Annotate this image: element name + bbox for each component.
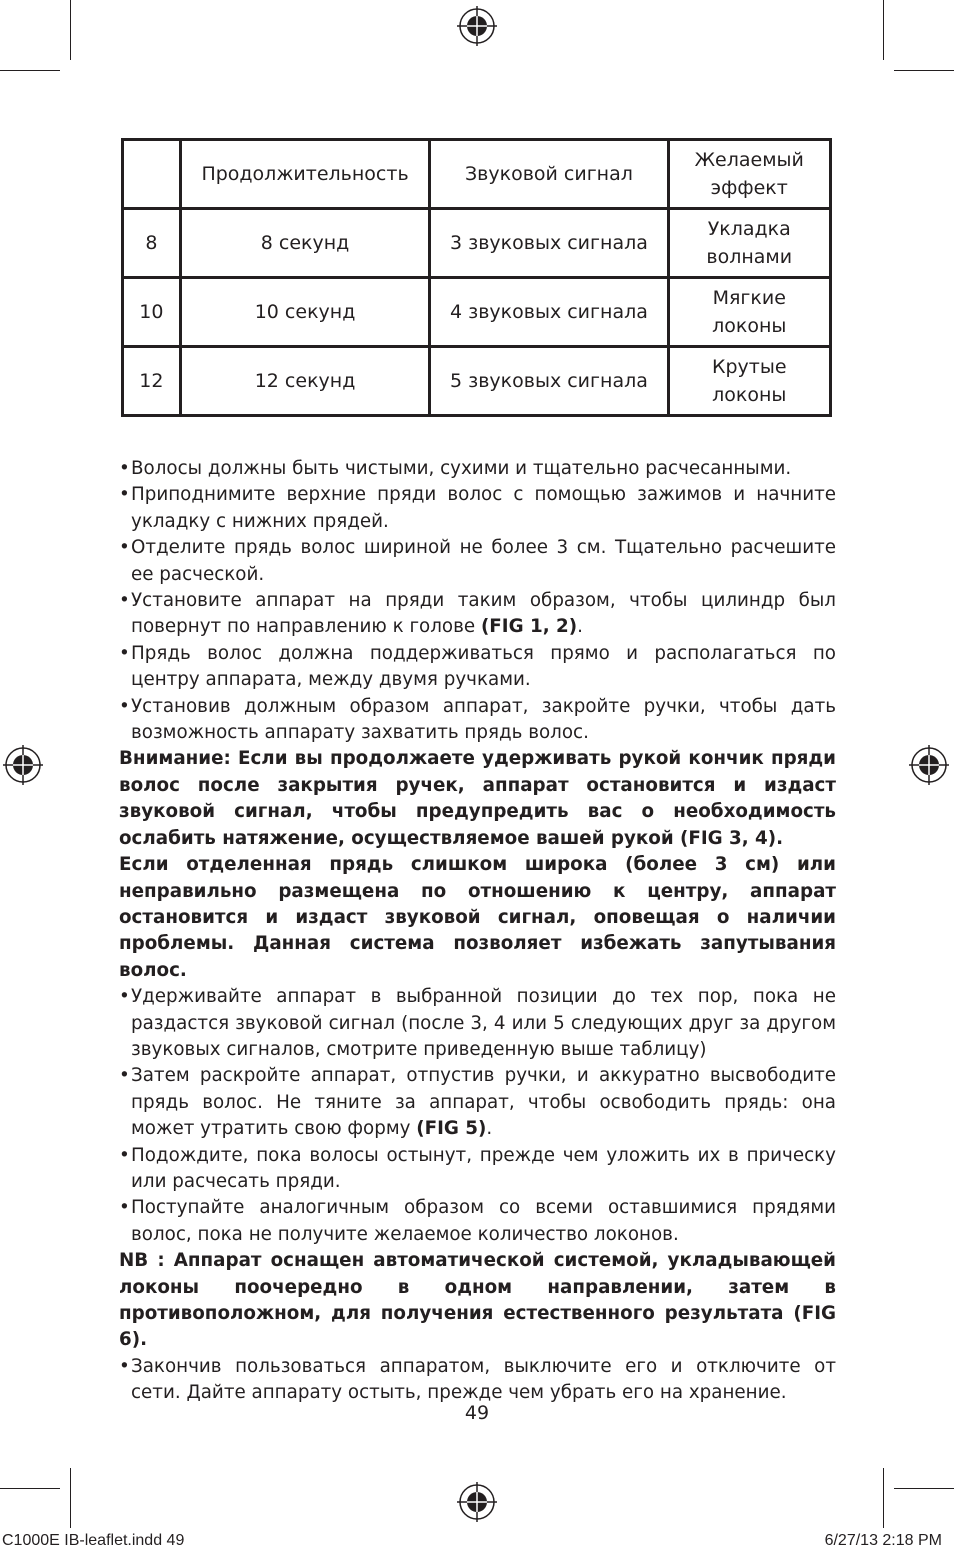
table-row [123,278,831,347]
note-paragraph: NB : Аппарат оснащен автоматической системой, укладывающей локоны поочередно в одном направлении, затем в противоположном, для получения естественного результата (FIG 6). [119,1250,836,1351]
table-row [123,347,831,416]
crop-mark [0,1488,60,1489]
crop-mark [883,0,884,60]
table-cell: Укладка волнами [668,209,830,278]
table-cell: 10 секунд [180,278,430,347]
file-slug: C1000E IB-leaflet.indd 49 [2,1532,185,1549]
table-row [123,209,831,278]
table-cell: 5 звуковых сигнала [430,347,668,416]
list-item-text: Установите аппарат на пряди таким образом, чтобы цилиндр был повернут по направлению к голове [131,590,836,638]
timestamp-slug: 6/27/13 2:18 PM [824,1532,942,1549]
table-header-cell: Звуковой сигнал [430,140,668,209]
list-item: • Поступайте аналогичным образом со всеми оставшимися прядями волос, пока не получите желаемое количество локонов. [119,1195,836,1248]
list-item: • Приподнимите верхние пряди волос с помощью зажимов и начните укладку с нижних прядей. [119,482,836,535]
table-cell: 8 секунд [180,209,430,278]
list-item: • Прядь волос должна поддерживаться прямо и располагаться по центру аппарата, между двумя ручками. [119,641,836,694]
list-item-text: Затем раскройте аппарат, отпустив ручки, и аккуратно высвободите прядь волос. Не тяните за аппарат, чтобы освободить прядь: она может утратить свою форму [131,1065,836,1140]
table-header-cell [123,140,181,209]
warning-paragraph: Если отделенная прядь слишком широка (более 3 см) или неправильно размещена по отношению к центру, аппарат остановится и издаст звуковой сигнал, оповещая о наличии проблемы. Данная система позволяет избежать запутывания волос. [119,854,836,981]
table-header-cell: Продолжительность [180,140,430,209]
list-item: • Отделите прядь волос шириной не более 3 см. Тщательно расчешите ее расческой. [119,535,836,588]
list-item-end: . [486,1118,493,1140]
crop-mark [894,1488,954,1489]
table-header-cell: Желаемый эффект [668,140,830,209]
instructions-text [119,456,836,1407]
list-item: • Подождите, пока волосы остынут, прежде чем уложить их в прическу или расчесать пряди. [119,1143,836,1196]
registration-mark-icon [909,745,949,785]
list-item-end: . [577,616,583,638]
crop-mark [894,70,954,71]
list-item: • Волосы должны быть чистыми, сухими и тщательно расчесанными. [119,456,836,482]
table-cell: 10 [123,278,181,347]
table-cell: 12 секунд [180,347,430,416]
crop-mark [70,0,71,60]
crop-mark [883,1468,884,1528]
table-cell: Крутые локоны [668,347,830,416]
table-cell: 12 [123,347,181,416]
table-cell: 8 [123,209,181,278]
crop-mark [70,1468,71,1528]
list-item [119,1063,836,1142]
list-item: • Удерживайте аппарат в выбранной позиции до тех пор, пока не раздастся звуковой сигнал (после 3, 4 или 5 следующих друг за другом звуковых сигналов, смотрите приведенную выше таблицу) [119,984,836,1063]
figure-reference: (FIG 1, 2) [480,616,578,638]
table-header-row [123,140,831,209]
list-item [119,588,836,641]
registration-mark-icon [457,1482,497,1522]
table-cell: 4 звуковых сигнала [430,278,668,347]
table-cell: 3 звуковых сигнала [430,209,668,278]
crop-mark [0,70,60,71]
settings-table [121,138,832,417]
warning-paragraph: Внимание: Если вы продолжаете удерживать рукой кончик пряди волос после закрытия ручек, аппарат остановится и издаст звуковой сигнал, чтобы предупредить вас о необходимость ослабить натяжение, осуществляемое вашей рукой (FIG 3, 4). [119,748,836,849]
list-item: • Установив должным образом аппарат, закройте ручки, чтобы дать возможность аппарату захватить прядь волос. [119,694,836,747]
table-cell: Мягкие локоны [668,278,830,347]
registration-mark-icon [3,745,43,785]
registration-mark-icon [457,6,497,46]
figure-reference: (FIG 5) [416,1118,487,1140]
page-number: 49 [464,1402,490,1424]
list-item: • Закончив пользоваться аппаратом, выключите его и отключите от сети. Дайте аппарату остыть, прежде чем убрать его на хранение. [119,1354,836,1407]
